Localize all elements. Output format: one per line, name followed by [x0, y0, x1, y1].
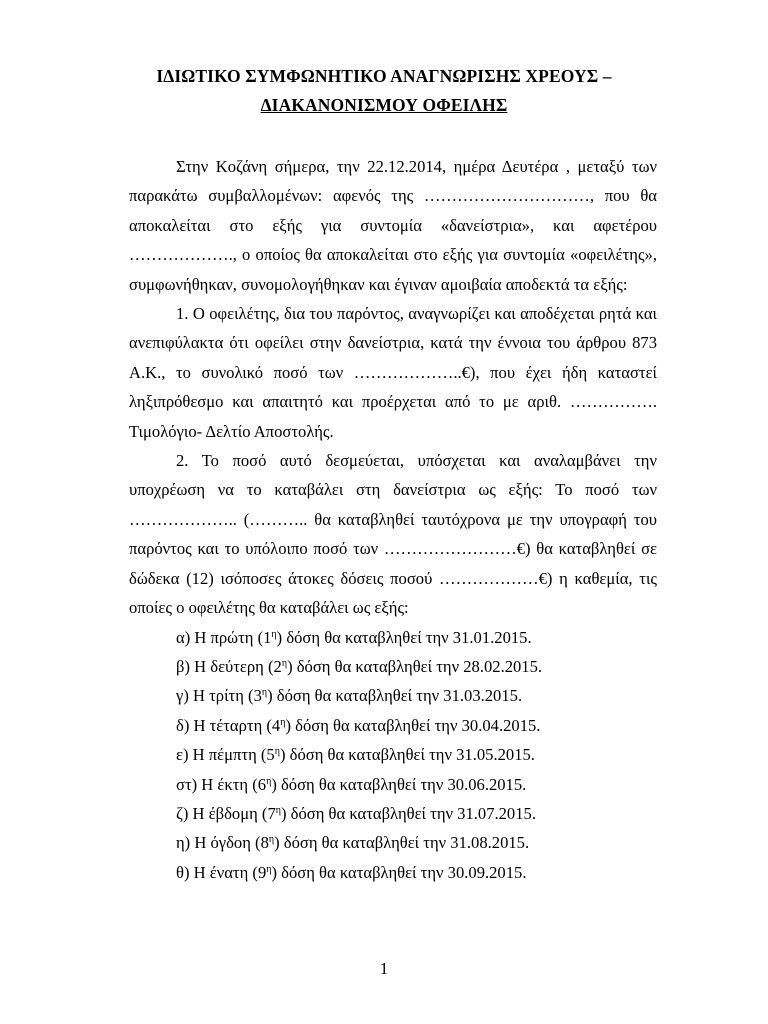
clause-2-paragraph: 2. Το ποσό αυτό δεσμεύεται, υπόσχεται και αναλαμβάνει την υποχρέωση να το καταβάλει στη δανείστρια ως εξής: Το ποσό των ……………….. (……….. θα καταβληθεί ταυτόχρονα με την υπογραφή του παρόντος και το υπόλοιπο ποσό των ……………………€) θα καταβληθεί σε δώδεκα (12) ισόποσες άτοκες δόσεις ποσού ………………€) η καθεμία, τις οποίες ο οφειλέτης θα καταβάλει ως εξής:: [129, 451, 657, 618]
document-body: [129, 152, 657, 887]
document-title-line-2: [0, 95, 768, 116]
installment-item: γ) Η τρίτη $(3^\eta)$ δόση θα καταβληθεί την 31.03.2015.: [176, 686, 523, 706]
intro-paragraph: Στην Κοζάνη σήμερα, την 22.12.2014, ημέρα Δευτέρα , μεταξύ των παρακάτω συμβαλλομένων: αφενός της …………………………, που θα αποκαλείται στο εξής για συντομία «δανείστρια», και αφετέρου ………………., ο οποίος θα αποκαλείται στο εξής για συντομία «οφειλέτης», συμφωνήθηκαν, συνομολογήθηκαν και έγιναν αμοιβαία αποδεκτά τα εξής:: [129, 157, 657, 294]
installment-list: [129, 623, 657, 888]
installment-item: ζ) Η έβδομη $(7^\eta)$ δόση θα καταβληθεί την 31.07.2015.: [176, 803, 536, 823]
clause-1-paragraph: 1. Ο οφειλέτης, δια του παρόντος, αναγνωρίζει και αποδέχεται ρητά και ανεπιφύλακτα ότι οφείλει στην δανείστρια, κατά την έννοια του άρθρου 873 Α.Κ., το συνολικό ποσό των ………………..€), που έχει ήδη καταστεί ληξιπρόθεσμο και απαιτητό και προέρχεται από το με αριθ. ……………. Τιμολόγιο- Δελτίο Αποστολής.: [129, 304, 657, 441]
installment-item: δ) Η τέταρτη $(4^\eta)$ δόση θα καταβληθεί την 30.04.2015.: [176, 715, 541, 735]
document-title-line-2-text: ΔΙΑΚΑΝΟΝΙΣΜΟΥ ΟΦΕΙΛΗΣ: [260, 95, 508, 115]
document-title-line-1: ΙΔΙΩΤΙΚΟ ΣΥΜΦΩΝΗΤΙΚΟ ΑΝΑΓΝΩΡΙΣΗΣ ΧΡΕΟΥΣ –: [156, 66, 612, 86]
page-number: 1: [379, 959, 389, 978]
installment-item: ε) Η πέμπτη $(5^\eta)$ δόση θα καταβληθεί την 31.05.2015.: [176, 745, 535, 765]
installment-item: στ) Η έκτη $(6^\eta)$ δόση θα καταβληθεί την 30.06.2015.: [176, 774, 527, 794]
installment-item: θ) Η ένατη $(9^\eta)$ δόση θα καταβληθεί την 30.09.2015.: [176, 862, 527, 882]
installment-item: η) Η όγδοη $(8^\eta)$ δόση θα καταβληθεί την 31.08.2015.: [176, 833, 530, 853]
installment-item: β) Η δεύτερη $(2^\eta)$ δόση θα καταβληθεί την 28.02.2015.: [176, 656, 543, 676]
installment-item: α) Η πρώτη $(1^\eta)$ δόση θα καταβληθεί την 31.01.2015.: [176, 627, 532, 647]
